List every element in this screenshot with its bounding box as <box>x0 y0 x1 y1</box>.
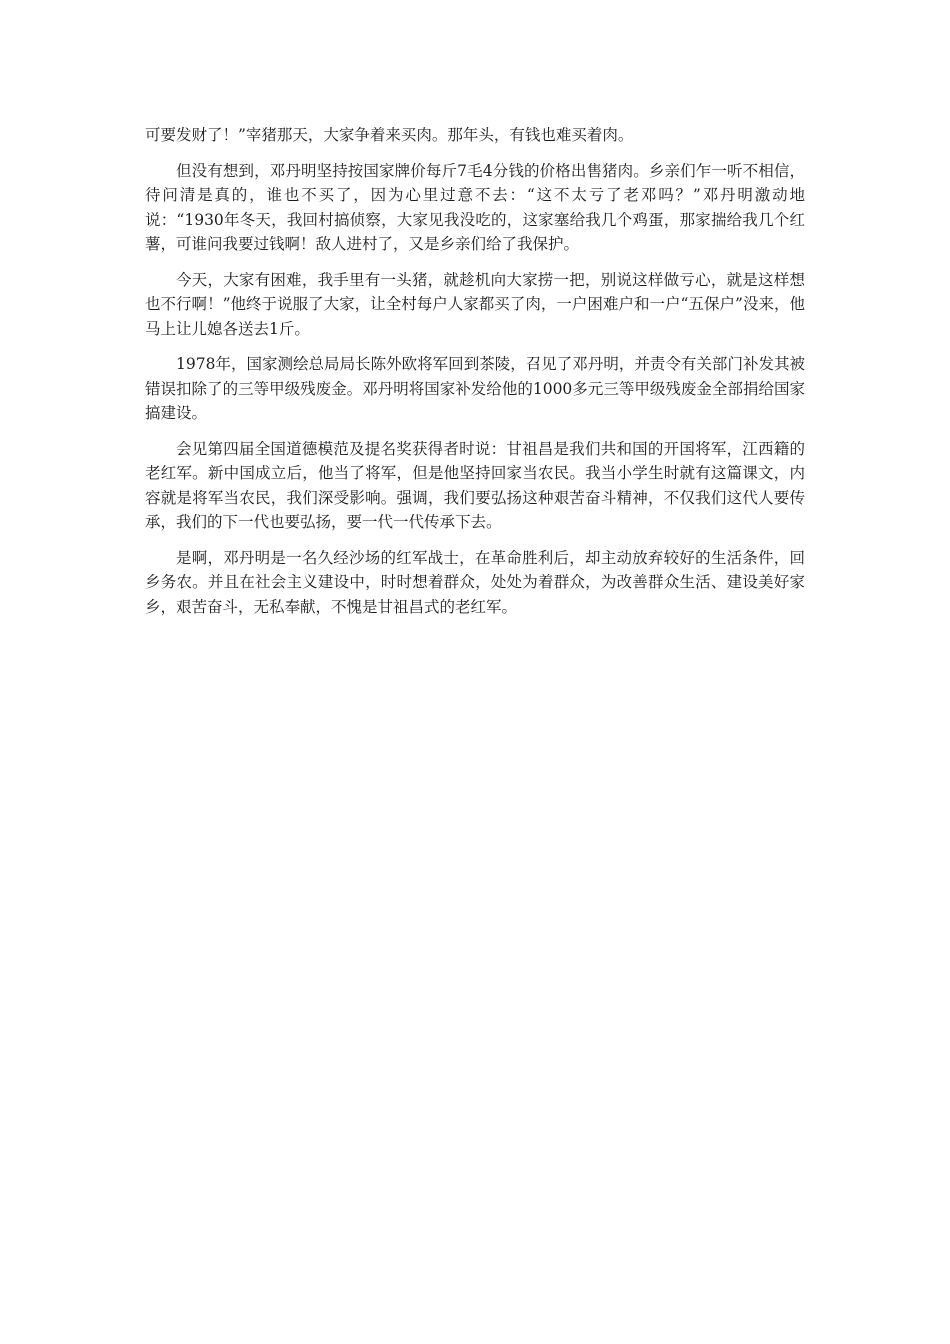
paragraph-1: 可要发财了！”宰猪那天，大家争着来买肉。那年头，有钱也难买着肉。 <box>145 126 634 144</box>
paragraph-5: 会见第四届全国道德模范及提名奖获得者时说：甘祖昌是我们共和国的开国将军，江西籍的老红军。新中国成立后，他当了将军，但是他坚持回家当农民。我当小学生时就有这篇课文，内容就是将军当农民，我们深受影响。强调，我们要弘扬这种艰苦奋斗精神，不仅我们这代人要传承，我们的下一代也要弘扬，要一代一代传承下去。 <box>145 439 805 531</box>
paragraph-6: 是啊，邓丹明是一名久经沙场的红军战士，在革命胜利后，却主动放弃较好的生活条件，回乡务农。并且在社会主义建设中，时时想着群众，处处为着群众，为改善群众生活、建设美好家乡，艰苦奋斗，无私奉献，不愧是甘祖昌式的老红军。 <box>145 548 805 616</box>
document-body <box>145 123 805 630</box>
paragraph-2: 但没有想到，邓丹明坚持按国家牌价每斤7毛4分钱的价格出售猪肉。乡亲们乍一听不相信，待问清是真的，谁也不买了，因为心里过意不去：“这不太亏了老邓吗？”邓丹明激动地说：“1930年冬天，我回村搞侦察，大家见我没吃的，这家塞给我几个鸡蛋，那家揣给我几个红薯，可谁问我要过钱啊！敌人进村了，又是乡亲们给了我保护。 <box>145 161 805 253</box>
paragraph-3: 今天，大家有困难，我手里有一头猪，就趁机向大家捞一把，别说这样做亏心，就是这样想也不行啊！”他终于说服了大家，让全村每户人家都买了肉，一户困难户和一户“五保户”没来，他马上让儿媳各送去1斤。 <box>145 270 805 338</box>
paragraph-4: 1978年，国家测绘总局局长陈外欧将军回到茶陵，召见了邓丹明，并责令有关部门补发其被错误扣除了的三等甲级残废金。邓丹明将国家补发给他的1000多元三等甲级残废金全部捐给国家搞建设。 <box>145 355 805 422</box>
